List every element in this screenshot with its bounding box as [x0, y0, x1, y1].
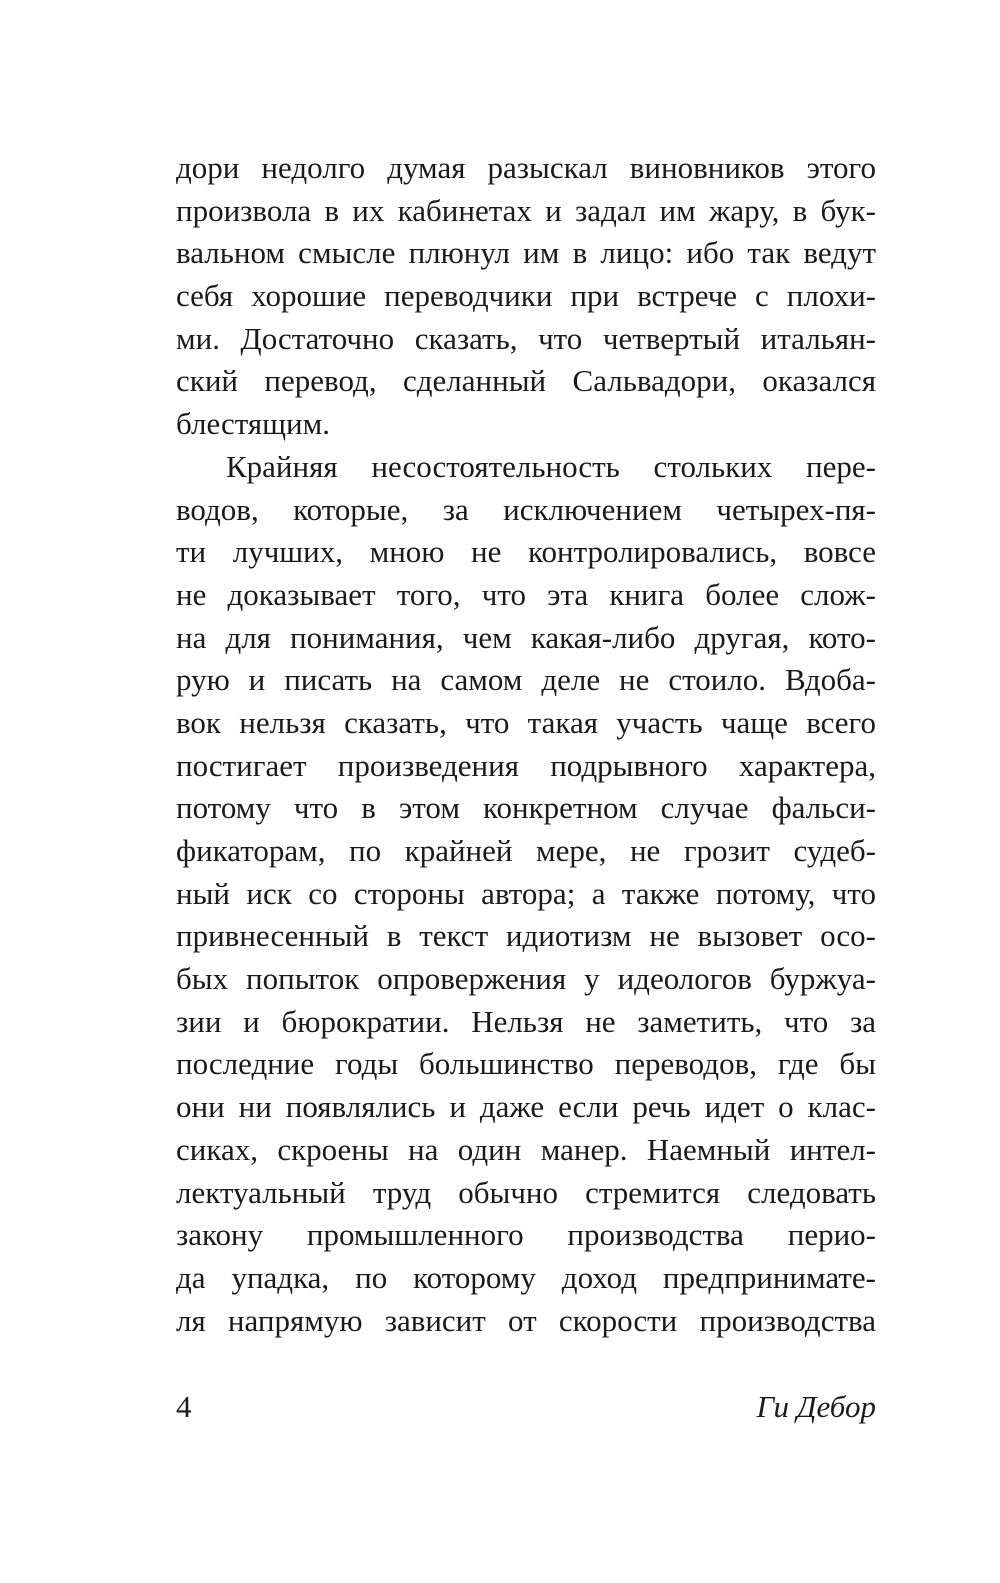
text-line: последние годы большинство переводов, где бы	[176, 1046, 876, 1082]
text-line: лектуальный труд обычно стремится следовать	[176, 1174, 876, 1210]
body-text	[176, 147, 876, 1342]
text-line: произвола в их кабинетах и задал им жару, в бук-	[176, 192, 876, 228]
text-line: водов, которые, за исключением четырех-пя-	[176, 491, 876, 527]
text-line: закону промышленного производства перио-	[176, 1217, 876, 1253]
text-line: бых попыток опровержения у идеологов буржуа-	[176, 961, 876, 997]
page-footer	[176, 1387, 876, 1427]
text-line: вок нельзя сказать, что такая участь чаще всего	[176, 704, 876, 740]
text-line: вальном смысле плюнул им в лицо: ибо так ведут	[176, 235, 876, 271]
text-line: они ни появлялись и даже если речь идет о клас-	[176, 1089, 876, 1125]
text-line: ский перевод, сделанный Сальвадори, оказался	[176, 363, 876, 399]
text-line: ми. Достаточно сказать, что четвертый итальян-	[176, 320, 876, 356]
running-title: Ги Дебор	[756, 1389, 876, 1424]
text-line: на для понимания, чем какая-либо другая, кото-	[176, 619, 876, 655]
text-line: Крайняя несостоятельность стольких пере-	[226, 448, 876, 484]
text-line: привнесенный в текст идиотизм не вызовет осо-	[176, 918, 876, 954]
text-line: рую и писать на самом деле не стоило. Вдоба-	[176, 662, 876, 698]
text-line: сиках, скроены на один манер. Наемный интел-	[176, 1131, 876, 1167]
text-line: зии и бюрократии. Нельзя не заметить, что за	[176, 1003, 876, 1039]
text-line: фикаторам, по крайней мере, не грозит судеб-	[176, 833, 876, 868]
page-number: 4	[176, 1389, 192, 1424]
text-line: себя хорошие переводчики при встрече с плохи-	[176, 278, 876, 314]
text-line: ля напрямую зависит от скорости производства	[176, 1302, 876, 1338]
text-line: дори недолго думая разыскал виновников этого	[176, 150, 876, 185]
text-line: не доказывает того, что эта книга более слож-	[176, 576, 876, 612]
text-line: потому что в этом конкретном случае фальси-	[176, 790, 876, 826]
text-line: блестящим.	[176, 406, 330, 442]
text-line: да упадка, по которому доход предпринимате-	[176, 1259, 876, 1295]
text-line: ный иск со стороны автора; а также потому, что	[176, 875, 876, 911]
text-line: ти лучших, мною не контролировались, вовсе	[176, 534, 876, 570]
text-line: постигает произведения подрывного характера,	[176, 747, 876, 783]
